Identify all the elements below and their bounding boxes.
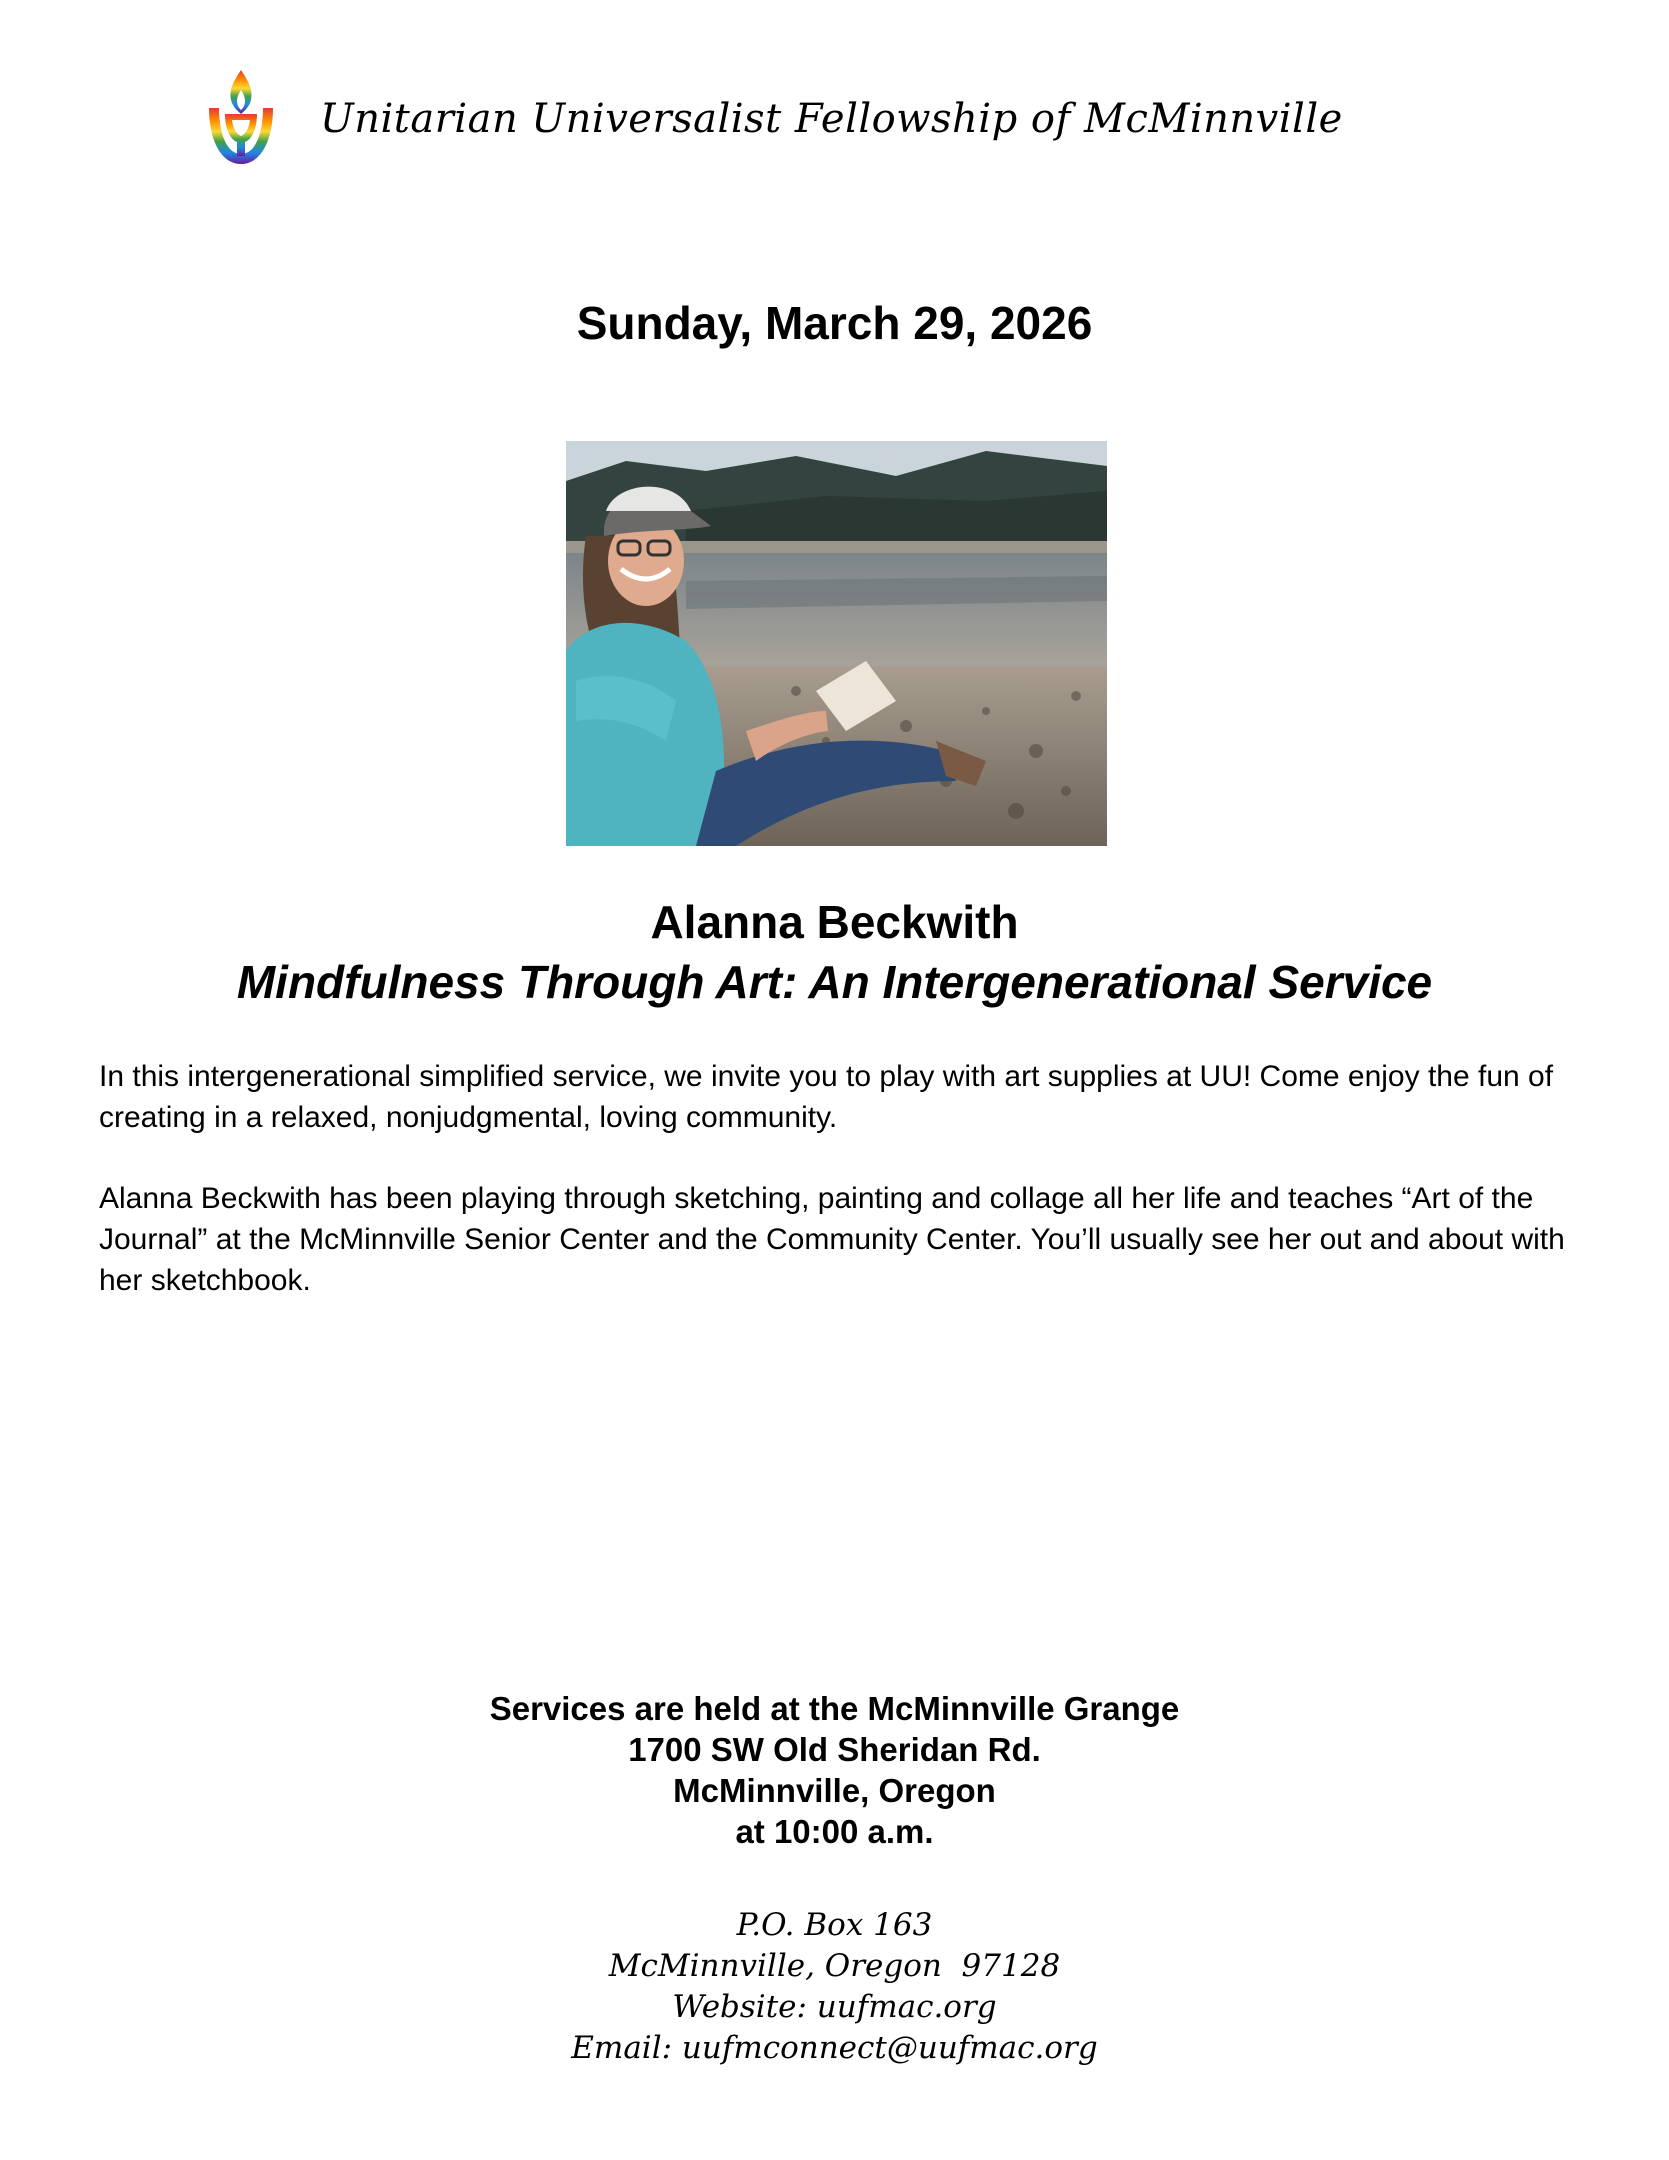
website: Website: uufmac.org <box>672 1989 997 2025</box>
org-name: Unitarian Universalist Fellowship of McMinnville <box>320 96 1343 142</box>
chalice-icon <box>205 68 277 168</box>
contact-block <box>0 1905 1669 2069</box>
contact-city: McMinnville, Oregon 97128 <box>608 1948 1061 1984</box>
service-time: at 10:00 a.m. <box>735 1813 934 1850</box>
location-venue: Services are held at the McMinnville Grange <box>489 1690 1180 1727</box>
speaker-photo <box>566 441 1107 846</box>
speaker-name: Alanna Beckwith <box>650 896 1019 948</box>
location-city: McMinnville, Oregon <box>673 1772 996 1809</box>
description-paragraph: In this intergenerational simplified service, we invite you to play with art supplies at UU! Come enjoy the fun of creating in a relaxed, nonjudgmental, loving community. <box>99 1060 1554 1134</box>
header <box>205 68 1505 168</box>
service-date: Sunday, March 29, 2026 <box>576 297 1093 349</box>
location-block <box>0 1688 1669 1852</box>
speaker-bio-paragraph: Alanna Beckwith has been playing through sketching, painting and collage all her life and teaches “Art of the Journal” at the McMinnville Senior Center and the Community Center. You’ll usually see her out and about with her sketchbook. <box>99 1182 1565 1297</box>
location-street: 1700 SW Old Sheridan Rd. <box>628 1731 1041 1768</box>
service-title: Mindfulness Through Art: An Intergenerational Service <box>236 956 1433 1008</box>
email: Email: uufmconnect@uufmac.org <box>571 2030 1098 2066</box>
po-box: P.O. Box 163 <box>736 1907 933 1943</box>
